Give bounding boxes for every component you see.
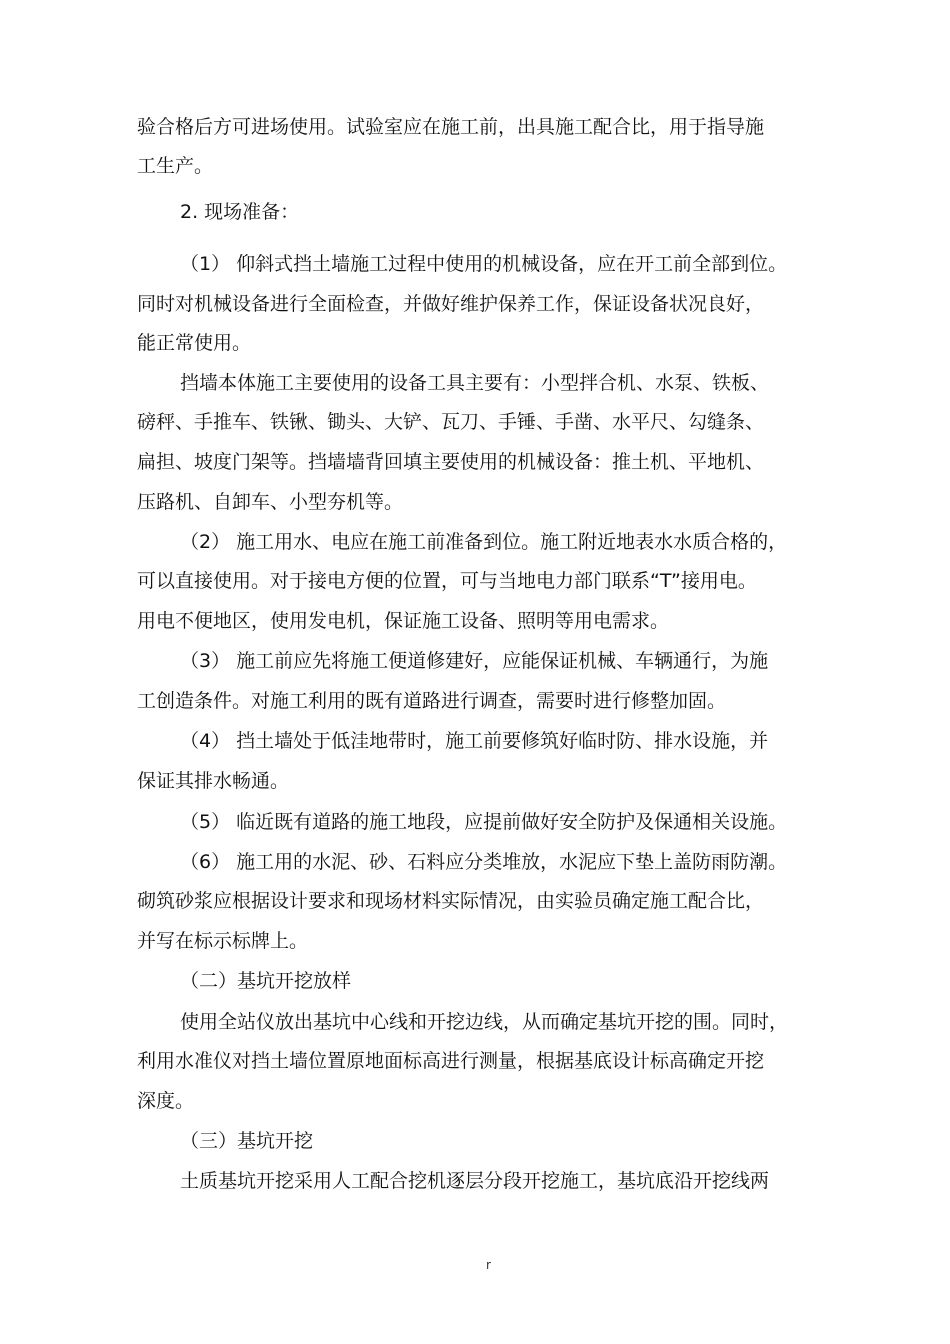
page-footer-mark: r — [486, 1258, 491, 1272]
text-line: 使用全站仪放出基坑中心线和开挖边线，从而确定基坑开挖的围。同时， — [180, 1011, 789, 1033]
text-line: （1） 仰斜式挡土墙施工过程中使用的机械设备，应在开工前全部到位。 — [180, 253, 788, 275]
text-line: 利用水准仪对挡土墙位置原地面标高进行测量，根据基底设计标高确定开挖 — [137, 1050, 765, 1072]
text-line: 验合格后方可进场使用。试验室应在施工前，出具施工配合比，用于指导施 — [137, 116, 765, 138]
text-line: 挡墙本体施工主要使用的设备工具主要有：小型拌合机、水泵、铁板、 — [180, 372, 770, 394]
section-heading: 2. 现场准备： — [180, 201, 300, 223]
text-line: （5） 临近既有道路的施工地段，应提前做好安全防护及保通相关设施。 — [180, 811, 788, 833]
text-line: 深度。 — [137, 1090, 195, 1112]
text-line: 用电不便地区，使用发电机，保证施工设备、照明等用电需求。 — [137, 610, 670, 632]
text-line: 土质基坑开挖采用人工配合挖机逐层分段开挖施工，基坑底沿开挖线两 — [180, 1170, 770, 1192]
text-line: 磅秤、手推车、铁锹、锄头、大铲、瓦刀、手锤、手凿、水平尺、勾缝条、 — [137, 411, 765, 433]
text-line: 并写在标示标牌上。 — [137, 930, 309, 952]
text-line: 砌筑砂浆应根据设计要求和现场材料实际情况，由实验员确定施工配合比， — [137, 890, 765, 912]
section-heading: （三）基坑开挖 — [180, 1130, 314, 1152]
text-line: （6） 施工用的水泥、砂、石料应分类堆放，水泥应下垫上盖防雨防潮。 — [180, 851, 788, 873]
text-line: 保证其排水畅通。 — [137, 770, 290, 792]
text-line: （3） 施工前应先将施工便道修建好，应能保证机械、车辆通行，为施 — [180, 650, 769, 672]
text-line: 扁担、坡度门架等。挡墙墙背回填主要使用的机械设备：推土机、平地机、 — [137, 451, 765, 473]
text-line: 压路机、自卸车、小型夯机等。 — [137, 491, 404, 513]
text-line: 能正常使用。 — [137, 332, 252, 354]
text-line: 可以直接使用。对于接电方便的位置，可与当地电力部门联系“T”接用电。 — [137, 570, 757, 592]
text-line: 工创造条件。对施工利用的既有道路进行调查，需要时进行修整加固。 — [137, 690, 727, 712]
text-line: （2） 施工用水、电应在施工前准备到位。施工附近地表水水质合格的， — [180, 531, 788, 553]
text-line: 同时对机械设备进行全面检查，并做好维护保养工作，保证设备状况良好， — [137, 293, 765, 315]
text-line: （4） 挡土墙处于低洼地带时，施工前要修筑好临时防、排水设施，并 — [180, 730, 769, 752]
section-heading: （二）基坑开挖放样 — [180, 970, 352, 992]
text-line: 工生产。 — [137, 155, 214, 177]
